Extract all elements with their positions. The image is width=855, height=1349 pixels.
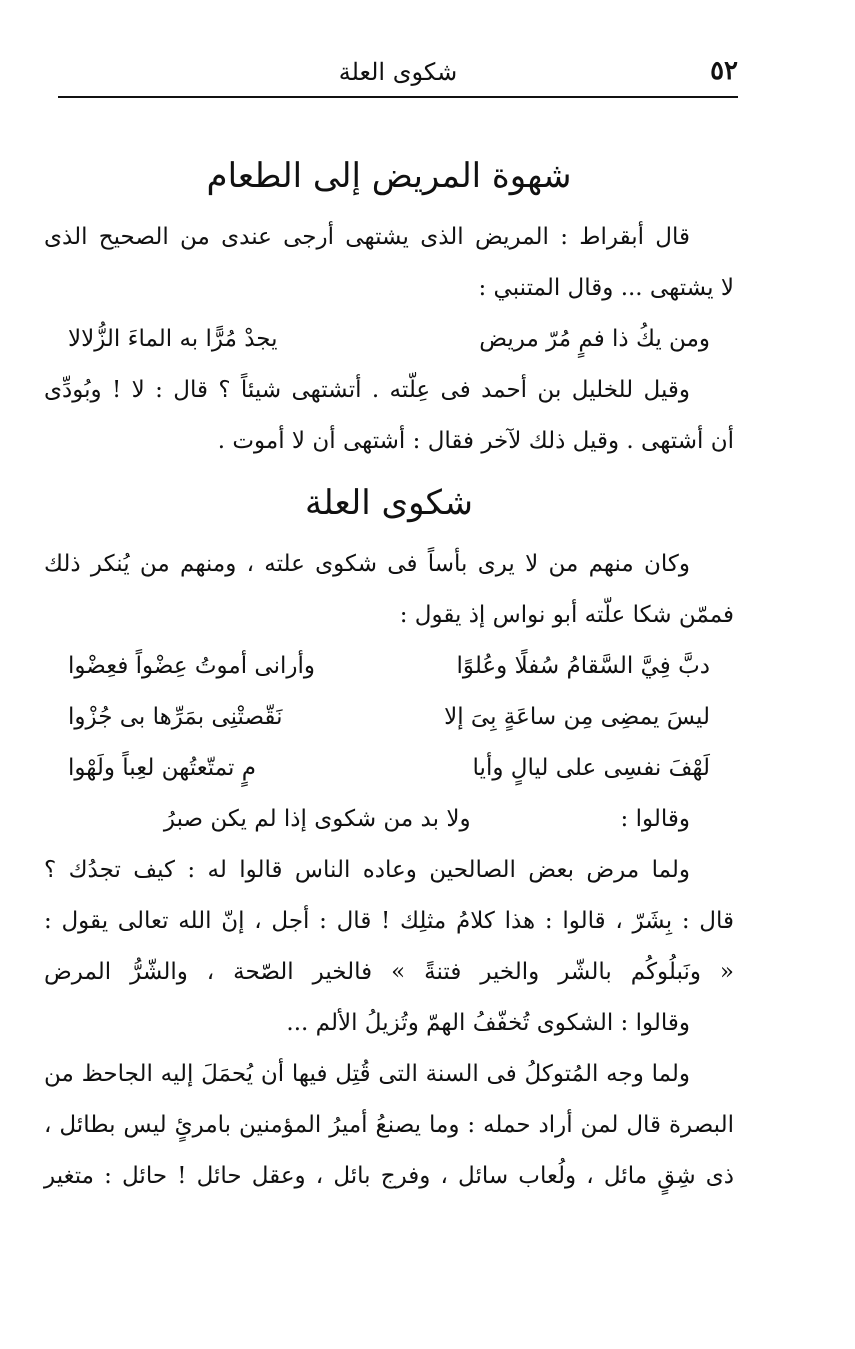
verse-line (44, 692, 734, 743)
verse-hemistich-first: ليسَ يمضِى مِن ساعَةٍ بِىَ إلا (444, 704, 710, 730)
verse-hemistich-second: مٍ تمتّعتُهن لعِباً ولَهْوا (68, 755, 256, 781)
text-line: « ونَبلُوكُم بالشّر والخير فتنةً » فالخير الصّحة ، والشّرُّ المرض (44, 959, 734, 985)
verse-line (44, 641, 734, 692)
text-line: ولما مرض بعض الصالحين وعاده الناس قالوا له : كيف تجدُك ؟ (44, 857, 690, 883)
text-line: البصرة قال لمن أراد حمله : وما يصنعُ أميرُ المؤمنين بامرئٍ ليس بطائل ، (44, 1112, 734, 1138)
text-line: قال أبقراط : المريض الذى يشتهى أرجى عندى من الصحيح الذى (44, 224, 690, 250)
text-line: أن أشتهى . وقيل ذلك لآخر فقال : أشتهى أن لا أموت . (217, 428, 734, 454)
running-header (58, 52, 738, 98)
text-line: ولما وجه المُتوكلُ فى السنة التى قُتِل فيها أن يُحمَلَ إليه الجاحظ من (44, 1061, 690, 1087)
verse-line (44, 314, 734, 365)
running-title: شكوى العلة (338, 58, 458, 86)
text-line: لا يشتهى ... وقال المتنبي : (478, 275, 734, 301)
verse-hemistich-second: نَقّصتْنِى بمَرِّها بى جُزْوا (68, 704, 283, 730)
page-number: ٥٢ (710, 56, 738, 86)
text-line: وكان منهم من لا يرى بأساً فى شكوى علته ، ومنهم من يُنكر ذلك (44, 551, 690, 577)
text-line: قال : بِشَرّ ، قالوا : هذا كلامُ مثلِك ! قال : أجل ، إنّ الله تعالى يقول : (44, 908, 734, 934)
quote-hemistich: ولا بد من شكوى إذا لم يكن صبرُ (163, 806, 471, 832)
verse-hemistich-first: دبَّ فِيَّ السَّقامُ سُفلًا وعُلوًا (456, 653, 710, 679)
verse-hemistich-second: يجدْ مُرًّا به الماءَ الزُّلالا (68, 326, 278, 352)
section-title-appetite: شهوة المريض إلى الطعام (206, 156, 572, 196)
body-text (44, 140, 734, 1202)
verse-hemistich-first: ومن يكُ ذا فمٍ مُرّ مريض (479, 326, 710, 352)
text-line: وقالوا : الشكوى تُخفّفُ الهمّ وتُزيلُ الألم ... (286, 1010, 690, 1036)
verse-hemistich-first: لَهْفَ نفسِى على ليالٍ وأيا (472, 755, 710, 781)
text-line: وقيل للخليل بن أحمد فى عِلّته . أتشتهى شيئاً ؟ قال : لا ! وبُودِّى (44, 377, 690, 403)
verse-hemistich-second: وأرانى أموتُ عِضْواً فعِضْوا (68, 653, 315, 679)
verse-line (44, 743, 734, 794)
text-line: فممّن شكا علّته أبو نواس إذ يقول : (399, 602, 734, 628)
quote-lead: وقالوا : (620, 806, 690, 832)
quote-line (44, 794, 734, 845)
text-line: ذى شِقٍ مائل ، ولُعاب سائل ، وفرج بائل ، وعقل حائل ! حائل : متغير (44, 1163, 734, 1189)
section-title-complaint: شكوى العلة (305, 483, 473, 523)
